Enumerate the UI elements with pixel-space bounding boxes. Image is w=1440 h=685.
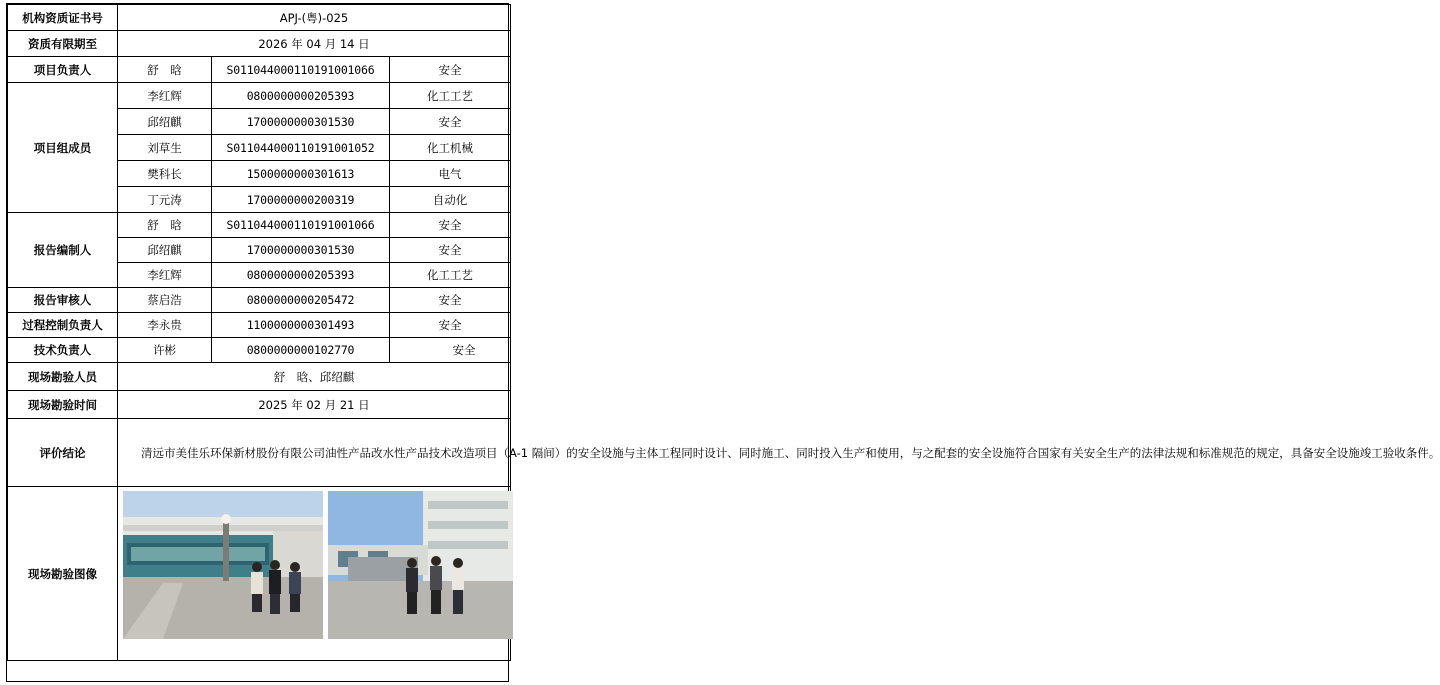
leader-id: S011044000110191001066 (212, 57, 390, 83)
member-id: 0800000000205393 (212, 83, 390, 109)
member-name: 丁元涛 (118, 187, 212, 213)
member-id: 1500000000301613 (212, 161, 390, 187)
inspect-time-value: 2025 年 02 月 21 日 (118, 391, 511, 419)
images-cell (118, 487, 511, 661)
site-photos (118, 487, 510, 635)
process-id: 1100000000301493 (212, 313, 390, 338)
writer-name: 李红辉 (118, 263, 212, 288)
info-table (7, 4, 1440, 661)
row-tech (8, 338, 511, 363)
conclusion-text: 清远市美佳乐环保新材股份有限公司油性产品改水性产品技术改造项目（A-1 隔间）的安全设施与主体工程同时设计、同时施工、同时投入生产和使用，与之配套的安全设施符合国家有关安全生产的法律法规和标准规范的规定，具备安全设施竣工验收条件。 (118, 419, 511, 487)
inspectors-value: 舒 晗、邱绍麒 (118, 363, 511, 391)
reviewer-id: 0800000000205472 (212, 288, 390, 313)
members-label: 项目组成员 (8, 83, 118, 213)
row-inspectors (8, 363, 511, 391)
writer-id: 0800000000205393 (212, 263, 390, 288)
reviewer-label: 报告审核人 (8, 288, 118, 313)
writer-row (8, 213, 511, 238)
validity-label: 资质有限期至 (8, 31, 118, 57)
row-conclusion (8, 419, 511, 487)
writer-id: 1700000000301530 (212, 238, 390, 263)
row-leader (8, 57, 511, 83)
site-photo-gate (123, 491, 323, 639)
row-images (8, 487, 511, 661)
inspect-time-label: 现场勘验时间 (8, 391, 118, 419)
cert-label: 机构资质证书号 (8, 5, 118, 31)
leader-label: 项目负责人 (8, 57, 118, 83)
reviewer-name: 蔡启浩 (118, 288, 212, 313)
writer-name: 舒 晗 (118, 213, 212, 238)
row-process (8, 313, 511, 338)
tech-name: 许彬 (118, 338, 212, 363)
writers-label: 报告编制人 (8, 213, 118, 288)
conclusion-label: 评价结论 (8, 419, 118, 487)
inspectors-label: 现场勘验人员 (8, 363, 118, 391)
member-field: 安全 (390, 109, 511, 135)
writer-field: 安全 (390, 213, 511, 238)
member-name: 樊科长 (118, 161, 212, 187)
member-row (8, 83, 511, 109)
member-field: 电气 (390, 161, 511, 187)
writer-id: S011044000110191001066 (212, 213, 390, 238)
reviewer-field: 安全 (390, 288, 511, 313)
member-field: 自动化 (390, 187, 511, 213)
cert-value: APJ-(粤)-025 (118, 5, 511, 31)
validity-value: 2026 年 04 月 14 日 (118, 31, 511, 57)
tech-id: 0800000000102770 (212, 338, 390, 363)
writer-name: 邱绍麒 (118, 238, 212, 263)
row-inspect-time (8, 391, 511, 419)
site-photo-plant (328, 491, 513, 639)
member-name: 刘草生 (118, 135, 212, 161)
member-id: S011044000110191001052 (212, 135, 390, 161)
member-field: 化工机械 (390, 135, 511, 161)
member-id: 1700000000301530 (212, 109, 390, 135)
member-field: 化工工艺 (390, 83, 511, 109)
row-reviewer (8, 288, 511, 313)
member-id: 1700000000200319 (212, 187, 390, 213)
images-label: 现场勘验图像 (8, 487, 118, 661)
report-info-sheet (6, 3, 1440, 682)
writer-field: 化工工艺 (390, 263, 511, 288)
writer-field: 安全 (390, 238, 511, 263)
tech-field: 安全 (390, 338, 511, 363)
member-name: 邱绍麒 (118, 109, 212, 135)
row-validity (8, 31, 511, 57)
process-label: 过程控制负责人 (8, 313, 118, 338)
row-cert (8, 5, 511, 31)
member-name: 李红辉 (118, 83, 212, 109)
leader-name: 舒 晗 (118, 57, 212, 83)
tech-label: 技术负责人 (8, 338, 118, 363)
process-name: 李永贵 (118, 313, 212, 338)
leader-field: 安全 (390, 57, 511, 83)
process-field: 安全 (390, 313, 511, 338)
